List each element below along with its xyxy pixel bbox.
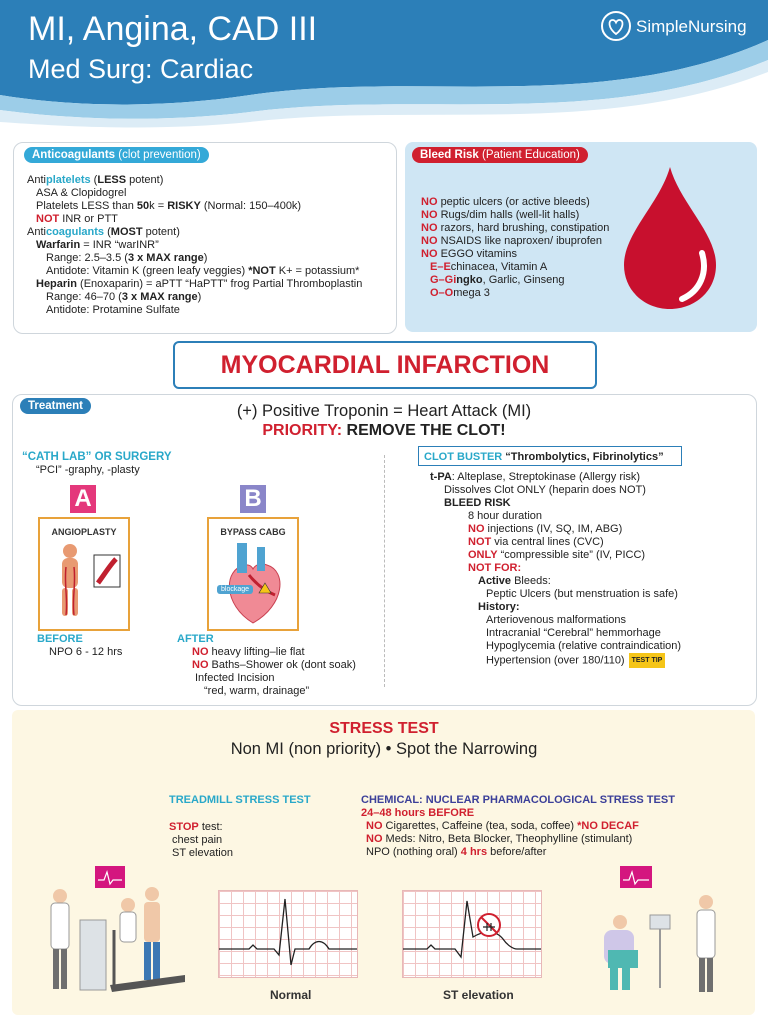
treadmill-s2: ST elevation (172, 847, 233, 859)
heart-logo-icon (600, 10, 632, 42)
chemical-title: CHEMICAL: NUCLEAR PHARMACOLOGICAL STRESS TEST (361, 794, 675, 806)
ecg-normal-trace (219, 891, 357, 977)
clot-line-7: ONLY “compressible site” (IV, PICC) (468, 549, 646, 561)
treadmill-s1: chest pain (172, 834, 223, 846)
eggo-item: E–Echinacea, Vitamin A (430, 261, 548, 273)
clot-line-2: Dissolves Clot ONLY (heparin does NOT) (444, 484, 646, 496)
anticoagulants-note: (clot prevention) (118, 149, 201, 161)
bleed-risk-item: NO peptic ulcers (or active bleeds) (421, 196, 590, 208)
bypass-cabg-card (207, 517, 299, 631)
after-line-2: NO Baths–Shower ok (dont soak) (192, 659, 356, 671)
bleed-risk-pill (412, 147, 588, 163)
clot-line-14: Hypoglycemia (relative contraindication) (486, 640, 682, 652)
clot-line-8: NOT FOR: (468, 562, 522, 574)
after-label: AFTER (177, 633, 214, 645)
heart-bypass-icon (209, 539, 297, 629)
clot-line-6: NOT via central lines (CVC) (468, 536, 604, 548)
heparin-antidote: Antidote: Protamine Sulfate (46, 304, 180, 316)
anticoagulants-pill (24, 147, 209, 163)
before-text: NPO 6 - 12 hrs (49, 646, 123, 658)
bleed-risk-item: NO razors, hard brushing, constipation (421, 222, 610, 234)
bypass-cabg-label: BYPASS CABG (220, 527, 286, 537)
troponin-line: (+) Positive Troponin = Heart Attack (MI) (236, 402, 532, 420)
section-divider (384, 455, 385, 687)
clot-line-11: History: (478, 601, 520, 613)
clot-buster-heading: CLOT BUSTER “Thrombolytics, Fibrinolytics” (418, 446, 682, 466)
chemical-test-illustration (590, 860, 740, 1000)
clot-line-5: NO injections (IV, SQ, IM, ABG) (468, 523, 623, 535)
ecg-st-panel (402, 890, 542, 978)
mi-section-title: MYOCARDIAL INFARCTION (173, 341, 597, 389)
option-a-tag: A (70, 485, 96, 513)
stress-test-title: STRESS TEST (329, 720, 439, 737)
ecg-st-trace (403, 891, 541, 977)
bleed-risk-label: Bleed Risk (420, 149, 479, 161)
bleed-risk-note: (Patient Education) (482, 149, 580, 161)
option-b-tag: B (240, 485, 266, 513)
tpa-line: t-PA: Alteplase, Streptokinase (Allergy risk) (430, 471, 641, 483)
not-inr-line: NOT INR or PTT (36, 213, 118, 225)
treadmill-stop: STOP test: (169, 821, 223, 833)
before-label: BEFORE (37, 633, 83, 645)
ecg-normal-panel (218, 890, 358, 978)
clot-line-13: Intracranial “Cerebral” hemmorhage (486, 627, 661, 639)
chemical-line-2: NO Meds: Nitro, Beta Blocker, Theophylline (stimulant) (366, 833, 633, 845)
anticoagulants-label: Anticoagulants (32, 149, 116, 161)
heparin-line: Heparin (Enoxaparin) = aPTT “HaPTT” frog Partial Thromboplastin (36, 278, 363, 290)
bleed-risk-item: NO NSAIDS like naproxen/ ibuprofen (421, 235, 602, 247)
ecg-normal-caption: Normal (270, 988, 312, 1002)
clot-line-9: Active Bleeds: (478, 575, 551, 587)
cath-lab-sub: “PCI” -graphy, -plasty (36, 464, 140, 476)
platelets-line: Platelets LESS than 50k = RISKY (Normal: 150–400k) (36, 200, 302, 212)
after-line-4: “red, warm, drainage” (204, 685, 310, 697)
page-subtitle: Med Surg: Cardiac (28, 54, 254, 84)
chemical-line-3: NPO (nothing oral) 4 hrs before/after (366, 846, 547, 858)
warfarin-antidote: Antidote: Vitamin K (green leafy veggies) *NOT K+ = potassium* (46, 265, 360, 277)
heparin-range: Range: 46–70 (3 x MAX range) (46, 291, 202, 303)
bleed-risk-item: NO EGGO vitamins (421, 248, 517, 260)
brand-name: SimpleNursing (636, 17, 747, 36)
angioplasty-label: ANGIOPLASTY (51, 527, 117, 537)
angioplasty-card (38, 517, 130, 631)
anticoagulants-line: Anticoagulants (MOST potent) (27, 226, 180, 238)
bleed-risk-item: NO Rugs/dim halls (well-lit halls) (421, 209, 580, 221)
cath-lab-title: “CATH LAB” OR SURGERY (22, 451, 172, 463)
eggo-item: O–Omega 3 (430, 287, 490, 299)
warfarin-line: Warfarin = INR “warINR” (36, 239, 159, 251)
warfarin-range: Range: 2.5–3.5 (3 x MAX range) (46, 252, 208, 264)
clot-line-4: 8 hour duration (468, 510, 542, 522)
stress-test-subtitle: Non MI (non priority) • Spot the Narrowing (230, 740, 538, 758)
eggo-item: G–Gingko, Garlic, Ginseng (430, 274, 565, 286)
asa-line: ASA & Clopidogrel (36, 187, 127, 199)
chemical-line-1: NO Cigarettes, Caffeine (tea, soda, coffee) *NO DECAF (366, 820, 639, 832)
clot-line-3: BLEED RISK (444, 497, 511, 509)
blood-drop-icon (620, 163, 720, 313)
test-tip-badge: TEST TIP (629, 653, 666, 668)
after-line-3: Infected Incision (195, 672, 275, 684)
clot-line-10: Peptic Ulcers (but menstruation is safe) (486, 588, 678, 600)
clot-line-12: Arteriovenous malformations (486, 614, 627, 626)
ecg-st-caption: ST elevation (443, 988, 514, 1002)
treadmill-illustration (40, 860, 190, 1000)
treadmill-title: TREADMILL STRESS TEST (169, 794, 311, 806)
angioplasty-body-icon (40, 539, 128, 629)
page-title: MI, Angina, CAD III (28, 10, 318, 48)
blockage-label: blockage (217, 585, 253, 594)
chemical-before: 24–48 hours BEFORE (361, 807, 475, 819)
after-line-1: NO heavy lifting–lie flat (192, 646, 305, 658)
clot-line-15: Hypertension (over 180/110) TEST TIP (486, 653, 665, 668)
antiplatelets-line: Antiplatelets (LESS potent) (27, 174, 164, 186)
priority-line: PRIORITY: REMOVE THE CLOT! (262, 422, 506, 439)
brand-logo (600, 10, 768, 44)
treatment-pill: Treatment (20, 398, 91, 414)
